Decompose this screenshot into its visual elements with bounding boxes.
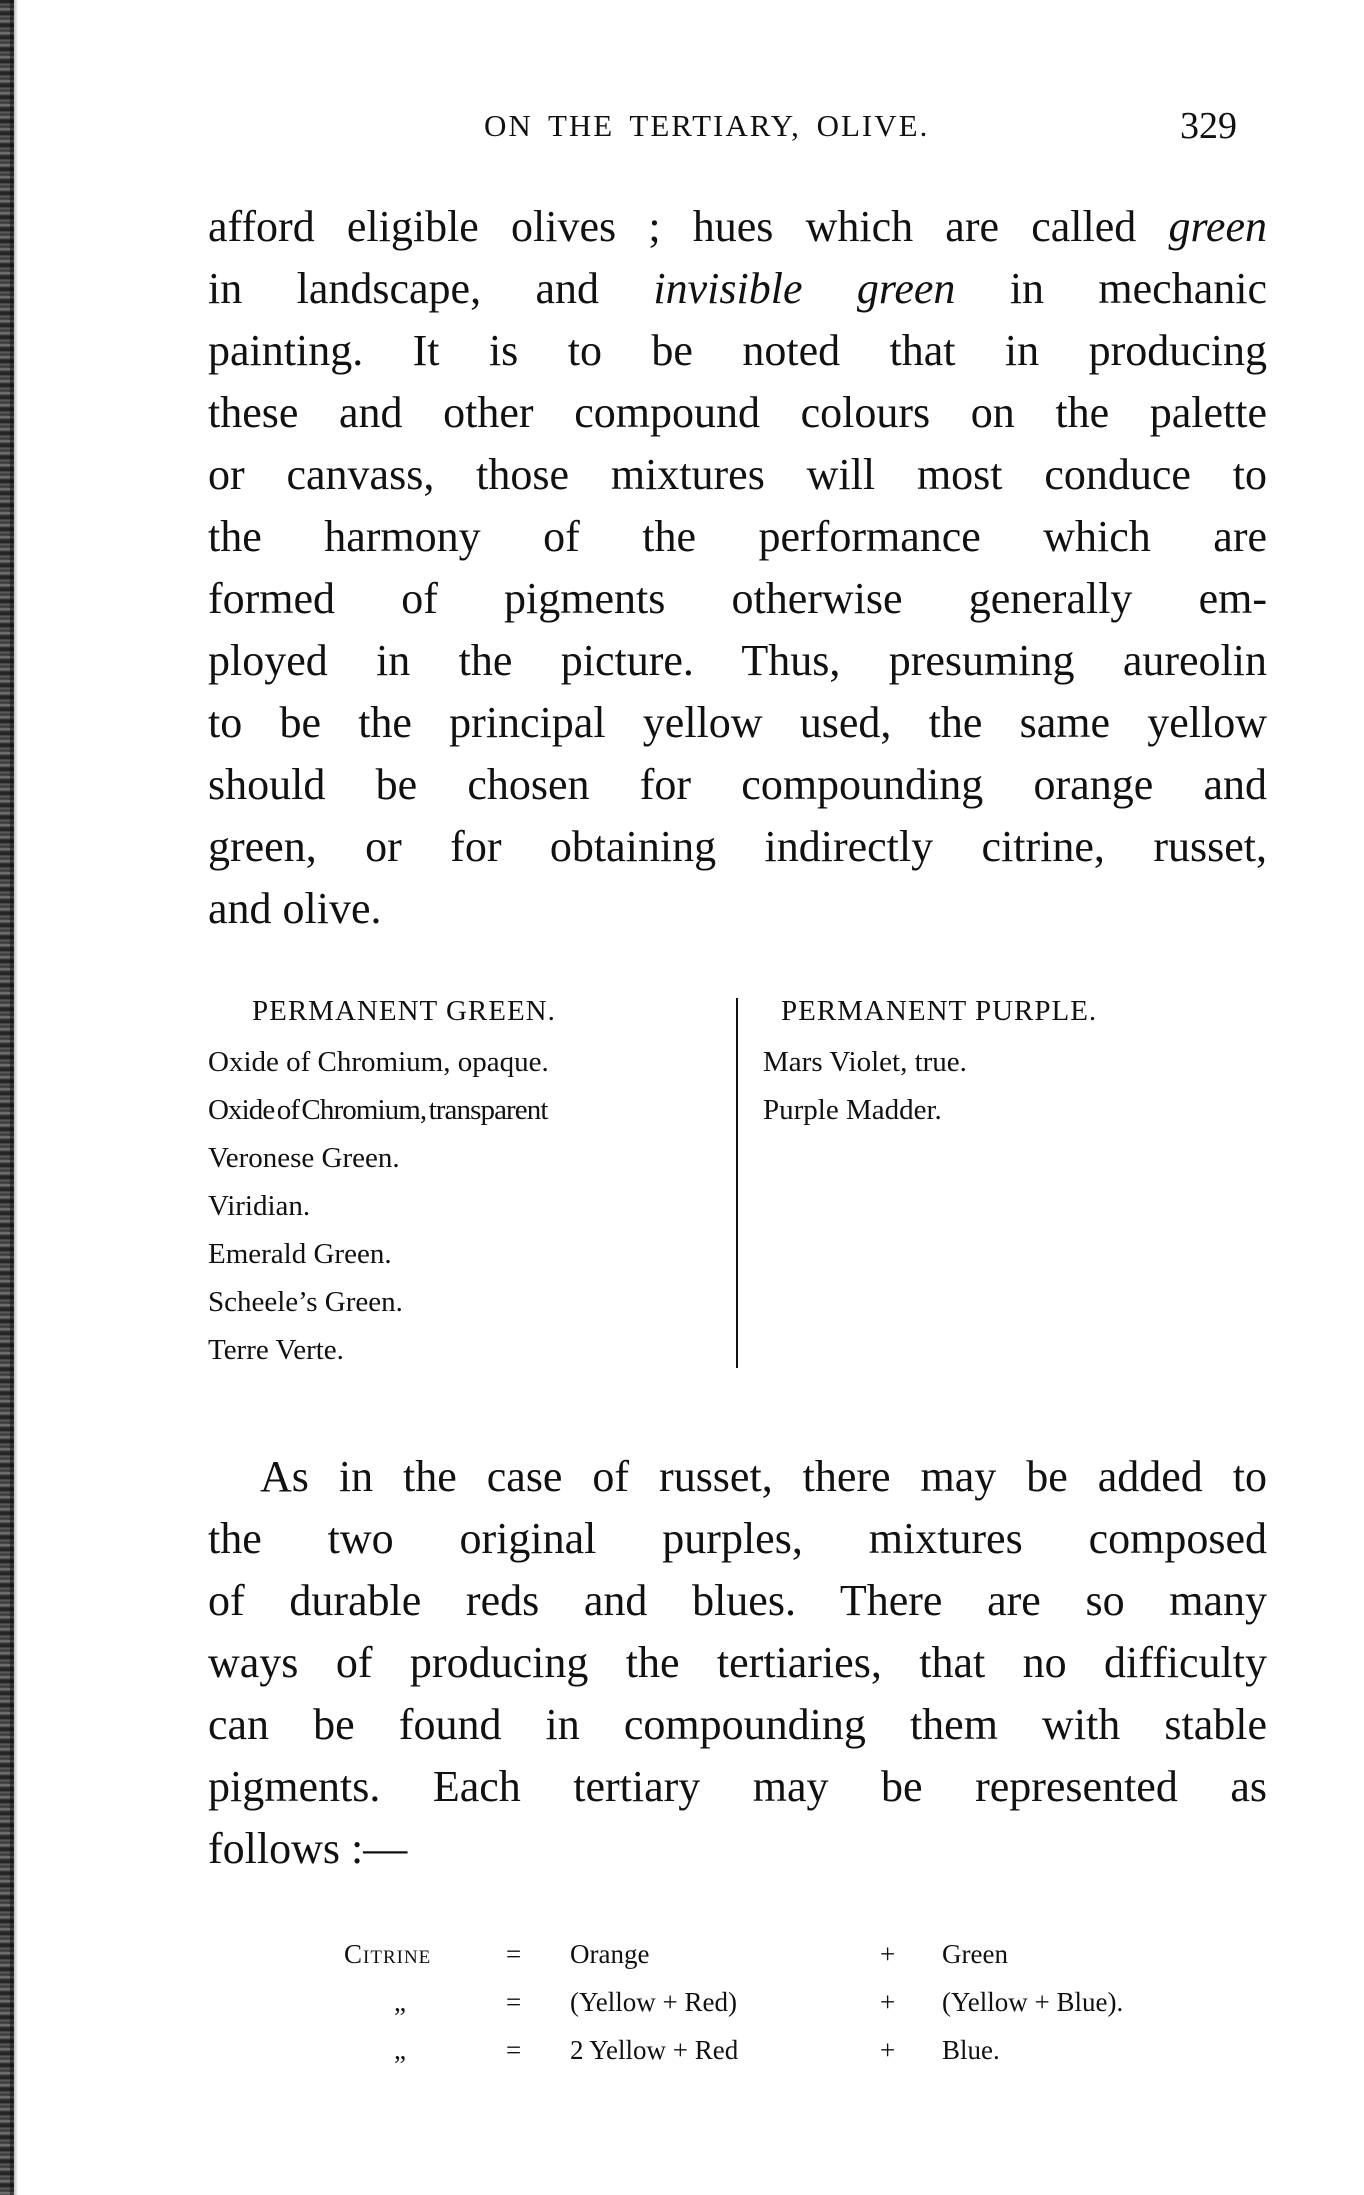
column-heading: PERMANENT GREEN. — [252, 995, 556, 1027]
italic-text: invisible green — [653, 264, 956, 313]
pigment-columns — [208, 990, 1238, 1375]
plus-sign: + — [880, 1987, 896, 2017]
text-line: can be found in compounding them with stable — [208, 1700, 1267, 1749]
text-line: ployed in the picture. Thus, presuming aureolin — [208, 636, 1267, 685]
formula-term-name: Citrine — [344, 1939, 432, 1969]
text-line: As in the case of russet, there may be added to — [260, 1452, 1267, 1501]
text-run: in mechanic — [955, 264, 1267, 313]
text-line: should be chosen for compounding orange and — [208, 760, 1267, 809]
text-line: the harmony of the performance which are — [208, 512, 1267, 561]
text-line: or canvass, those mixtures will most conduce to — [208, 450, 1267, 499]
formula-left-operand: Orange — [570, 1939, 650, 1969]
formula-row — [340, 1930, 1240, 1978]
text-line: green, or for obtaining indirectly citrine, russet, — [208, 822, 1267, 871]
pigment-item: Mars Violet, true. — [763, 1046, 967, 1078]
pigment-item: Oxide of Chromium, opaque. — [208, 1046, 549, 1078]
pigment-item: Scheele’s Green. — [208, 1286, 403, 1318]
text-line: pigments. Each tertiary may be represented as — [208, 1762, 1267, 1811]
pigment-item: Oxide of Chromium, transparent — [208, 1094, 548, 1126]
binding-shadow-fade — [10, 0, 18, 2195]
text-line: follows :— — [208, 1824, 408, 1873]
pigment-item: Emerald Green. — [208, 1238, 392, 1270]
formula-right-operand: Green — [942, 1939, 1008, 1969]
text-line: of durable reds and blues. There are so many — [208, 1576, 1267, 1625]
text-line: and olive. — [208, 884, 382, 933]
text-line: to be the principal yellow used, the same yellow — [208, 698, 1267, 747]
page-header — [0, 105, 1364, 148]
column-divider — [736, 998, 738, 1368]
paragraph-1 — [208, 196, 1267, 940]
plus-sign: + — [880, 2035, 896, 2065]
formula-right-operand: Blue. — [942, 2035, 1000, 2065]
formula-right-operand: (Yellow + Blue). — [942, 1987, 1124, 2017]
page-number: 329 — [1180, 105, 1237, 147]
running-title: ON THE TERTIARY, OLIVE. — [484, 108, 930, 143]
pigment-item: Viridian. — [208, 1190, 311, 1222]
permanent-green-column — [208, 990, 728, 1374]
citrine-formula — [340, 1930, 1240, 2090]
formula-left-operand: 2 Yellow + Red — [570, 2035, 739, 2065]
italic-text: green — [1168, 202, 1267, 251]
formula-row — [340, 2026, 1240, 2074]
ditto-mark: „ — [394, 1987, 406, 2017]
ditto-mark: „ — [394, 2035, 406, 2065]
text-line: painting. It is to be noted that in producing — [208, 326, 1267, 375]
paragraph-2 — [208, 1446, 1267, 1880]
text-line: these and other compound colours on the palette — [208, 388, 1267, 437]
plus-sign: + — [880, 1939, 896, 1969]
text-run: in landscape, and — [208, 264, 654, 313]
pigment-item: Purple Madder. — [763, 1094, 942, 1126]
equals-sign: = — [506, 2035, 522, 2065]
text-line — [208, 196, 1267, 258]
text-line — [208, 258, 1267, 320]
column-heading: PERMANENT PURPLE. — [781, 995, 1098, 1027]
text-line: formed of pigments otherwise generally em- — [208, 574, 1267, 623]
pigment-item: Veronese Green. — [208, 1142, 400, 1174]
text-line: ways of producing the tertiaries, that no difficulty — [208, 1638, 1267, 1687]
formula-left-operand: (Yellow + Red) — [570, 1987, 737, 2017]
equals-sign: = — [506, 1939, 522, 1969]
formula-row — [340, 1978, 1240, 2026]
text-line: the two original purples, mixtures composed — [208, 1514, 1267, 1563]
pigment-item: Terre Verte. — [208, 1334, 344, 1366]
equals-sign: = — [506, 1987, 522, 2017]
permanent-purple-column — [763, 990, 1243, 1134]
text-run: afford eligible olives ; hues which are called — [208, 202, 1169, 251]
